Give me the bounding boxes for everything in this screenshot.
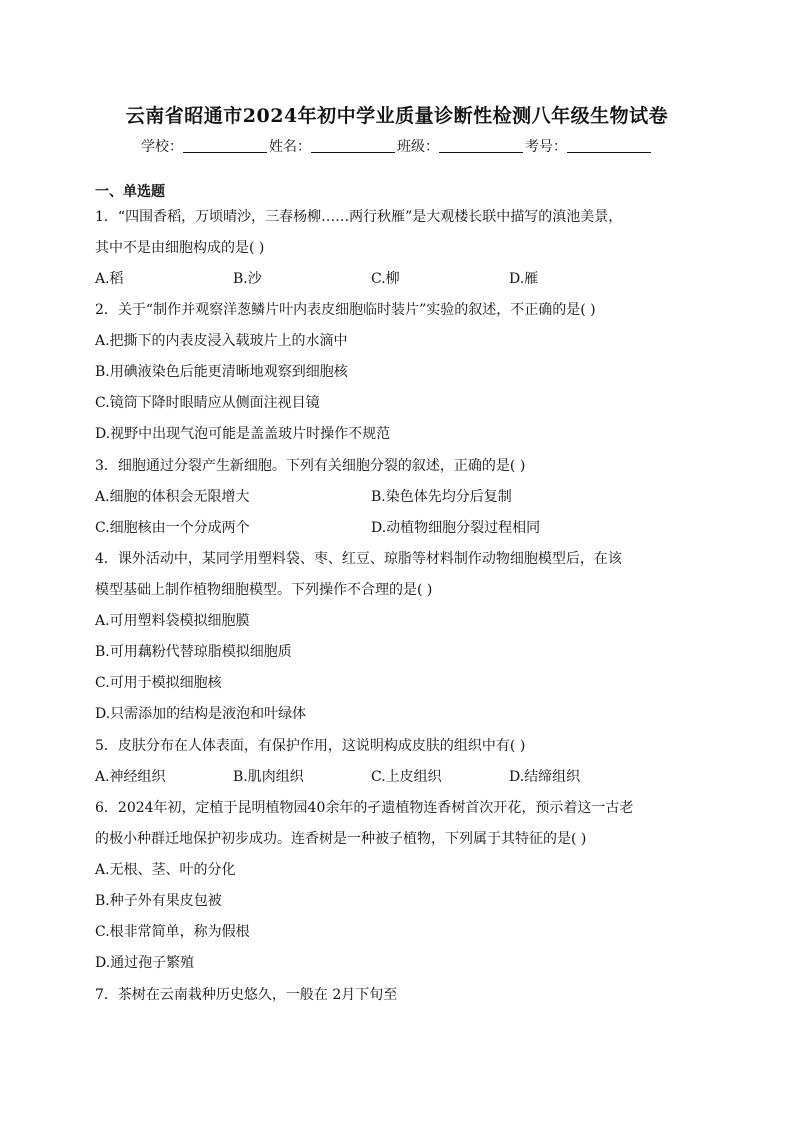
- q2-option-d: D.视野中出现气泡可能是盖盖玻片时操作不规范: [95, 426, 391, 442]
- q7-stem-line1: 7．茶树在云南栽种历史悠久，一般在 2月下旬至: [95, 987, 398, 1003]
- student-info-line: [0, 136, 794, 156]
- q2-option-c: C.镜筒下降时眼睛应从侧面注视目镜: [95, 395, 320, 411]
- q4-option-c: C.可用于模拟细胞核: [95, 675, 222, 691]
- q6-stem-line1: 6．2024年初，定植于昆明植物园40余年的孑遗植物连香树首次开花，预示着这一古老: [95, 800, 634, 816]
- name-label: 姓名：: [269, 139, 311, 155]
- q5-option-c: C.上皮组织: [371, 769, 442, 785]
- q3-option-c: C.细胞核由一个分成两个: [95, 520, 250, 536]
- q3-option-b: B.染色体先均分后复制: [371, 489, 512, 505]
- q2-option-b: B.用碘液染色后能更清晰地观察到细胞核: [95, 364, 348, 380]
- q6-option-a: A.无根、茎、叶的分化: [95, 862, 236, 878]
- name-blank: [311, 138, 395, 153]
- q4-option-a: A.可用塑料袋模拟细胞膜: [95, 613, 250, 629]
- q3-options-row1: [95, 486, 647, 506]
- q1-options: [95, 268, 647, 288]
- q3-stem-line1: 3．细胞通过分裂产生新细胞。下列有关细胞分裂的叙述，正确的是( ): [95, 458, 526, 474]
- q4-stem-line2: 模型基础上制作植物细胞模型。下列操作不合理的是( ): [95, 582, 433, 598]
- q2-option-a: A.把撕下的内表皮浸入载玻片上的水滴中: [95, 333, 348, 349]
- number-label: 考号：: [525, 139, 567, 155]
- q6-option-d: D.通过孢子繁殖: [95, 955, 195, 971]
- q1-stem-line1: 1．“四围香稻，万顷晴沙，三春杨柳……两行秋雁”是大观楼长联中描写的滇池美景，: [95, 209, 623, 225]
- class-label: 班级：: [397, 139, 439, 155]
- q5-option-a: A.神经组织: [95, 769, 166, 785]
- school-label: 学校：: [141, 139, 183, 155]
- q2-stem-line1: 2．关于“制作并观察洋葱鳞片叶内表皮细胞临时装片”实验的叙述，不正确的是( ): [95, 302, 596, 318]
- q5-stem-line1: 5．皮肤分布在人体表面，有保护作用，这说明构成皮肤的组织中有( ): [95, 738, 526, 754]
- q3-option-a: A.细胞的体积会无限增大: [95, 489, 250, 505]
- q1-option-c: C.柳: [371, 271, 400, 287]
- class-blank: [439, 138, 523, 153]
- q4-option-b: B.可用藕粉代替琼脂模拟细胞质: [95, 644, 292, 660]
- q4-option-d: D.只需添加的结构是液泡和叶绿体: [95, 706, 307, 722]
- q6-stem-line2: 的极小种群迁地保护初步成功。连香树是一种被子植物，下列属于其特征的是( ): [95, 831, 587, 847]
- q3-option-d: D.动植物细胞分裂过程相同: [371, 520, 541, 536]
- number-blank: [567, 138, 651, 153]
- q6-option-c: C.根非常简单，称为假根: [95, 924, 250, 940]
- q1-option-a: A.稻: [95, 271, 124, 287]
- q1-option-b: B.沙: [233, 271, 262, 287]
- q5-options: [95, 766, 647, 786]
- q5-option-d: D.结缔组织: [509, 769, 581, 785]
- q6-option-b: B.种子外有果皮包被: [95, 893, 222, 909]
- q4-stem-line1: 4．课外活动中，某同学用塑料袋、枣、红豆、琼脂等材料制作动物细胞模型后，在该: [95, 551, 622, 567]
- q3-options-row2: [95, 517, 647, 537]
- exam-title: 云南省昭通市2024年初中学业质量诊断性检测八年级生物试卷: [125, 105, 669, 127]
- q5-option-b: B.肌肉组织: [233, 769, 304, 785]
- q1-option-d: D.雁: [509, 271, 539, 287]
- school-blank: [183, 138, 267, 153]
- q1-stem-line2: 其中不是由细胞构成的是( ): [95, 240, 265, 256]
- section-heading: 一、单选题: [95, 184, 165, 200]
